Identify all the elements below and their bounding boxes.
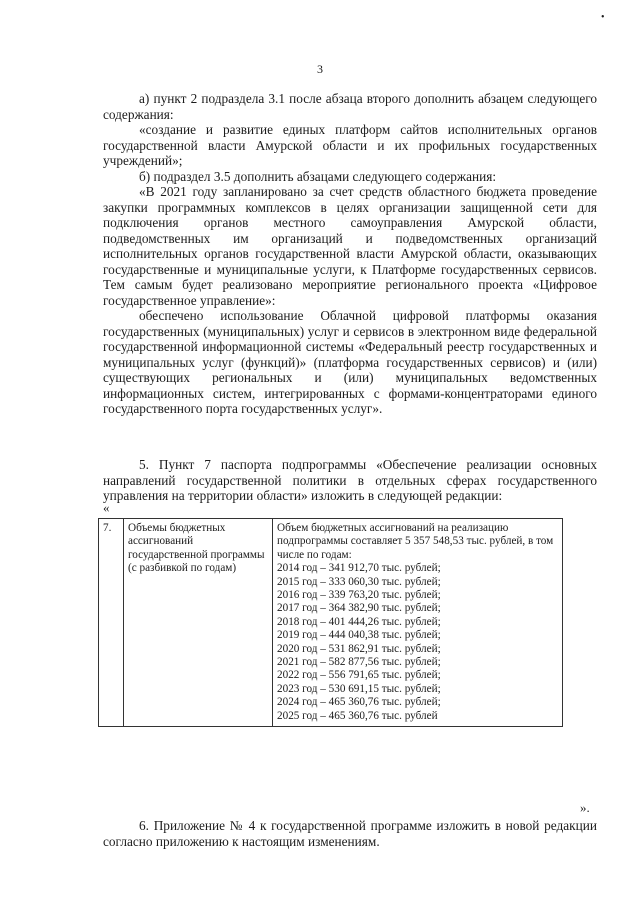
year-funding-line: 2020 год – 531 862,91 тыс. рублей; [277,642,441,655]
year-funding-line: 2014 год – 341 912,70 тыс. рублей; [277,562,441,575]
funding-intro: Объем бюджетных ассигнований на реализацию подпрограммы составляет 5 357 548,53 тыс. рублей, в том числе по годам: [277,522,554,561]
paragraph: «В 2021 году запланировано за счет средств областного бюджета проведение закупки программных комплексов в целях организации защищенной сети для подключения органов местного самоуправления Амурской области, подведомственных им организаций и подведомственных организаций исполнительных органов государственной власти Амурской области, оказывающих государственные и муниципальные услуги, к Платформе государственных сервисов. Тем самым будет реализовано мероприятие регионального проекта «Цифровое государственное управление»: [103,184,597,308]
yearly-funding-list [277,562,558,723]
year-funding-line: 2017 год – 364 382,90 тыс. рублей; [277,602,441,615]
year-funding-line: 2018 год – 401 444,26 тыс. рублей; [277,615,441,628]
paragraph: «создание и развитие единых платформ сайтов исполнительных органов государственной власти Амурской области и их профильных государственных учреждений»; [103,122,597,168]
paragraph-5: 5. Пункт 7 паспорта подпрограммы «Обеспечение реализации основных направлений государственной политики в отдельных сферах государственного управления на территории области» изложить в следующей редакции: [103,457,597,503]
year-funding-line: 2024 год – 465 360,76 тыс. рублей; [277,696,441,709]
paragraph-6-block [103,818,597,849]
page-number: 3 [317,62,323,76]
year-funding-line: 2023 год – 530 691,15 тыс. рублей; [277,682,441,695]
year-funding-line: 2022 год – 556 791,65 тыс. рублей; [277,669,441,682]
year-funding-line: 2025 год – 465 360,76 тыс. рублей [277,709,438,722]
paragraph-6: 6. Приложение № 4 к государственной программе изложить в новой редакции согласно приложению к настоящим изменениям. [103,818,597,849]
year-funding-line: 2015 год – 333 060,30 тыс. рублей; [277,575,441,588]
paragraph-5-block [103,457,597,504]
row-number: 7. [99,519,124,727]
year-funding-line: 2016 год – 339 763,20 тыс. рублей; [277,589,441,602]
row-value [273,519,563,727]
quote-open: « [103,500,110,515]
amendment-text [103,91,597,417]
table-row [99,519,563,727]
paragraph: обеспечено использование Облачной цифровой платформы оказания государственных (муниципальных) услуг и сервисов в электронном виде федеральной государственной информационной системы «Федеральный реестр государственных и муниципальных услуг (функций)» (платформа государственных сервисов) и (или) существующих региональных и (или) муниципальных ведомственных информационных систем, интегрированных с формами-концентраторами единого государственного порта государственных услуг». [103,308,597,416]
quote-close: ». [580,800,590,815]
paragraph: а) пункт 2 подраздела 3.1 после абзаца второго дополнить абзацем следующего содержания: [103,91,597,122]
row-name: Объемы бюджетных ассигнований государственной программы (с разбивкой по годам) [124,519,273,727]
year-funding-line: 2021 год – 582 877,56 тыс. рублей; [277,656,441,669]
scan-mark: • [601,12,605,23]
paragraph: б) подраздел 3.5 дополнить абзацами следующего содержания: [139,168,497,184]
passport-table [98,518,563,727]
year-funding-line: 2019 год – 444 040,38 тыс. рублей; [277,629,441,642]
